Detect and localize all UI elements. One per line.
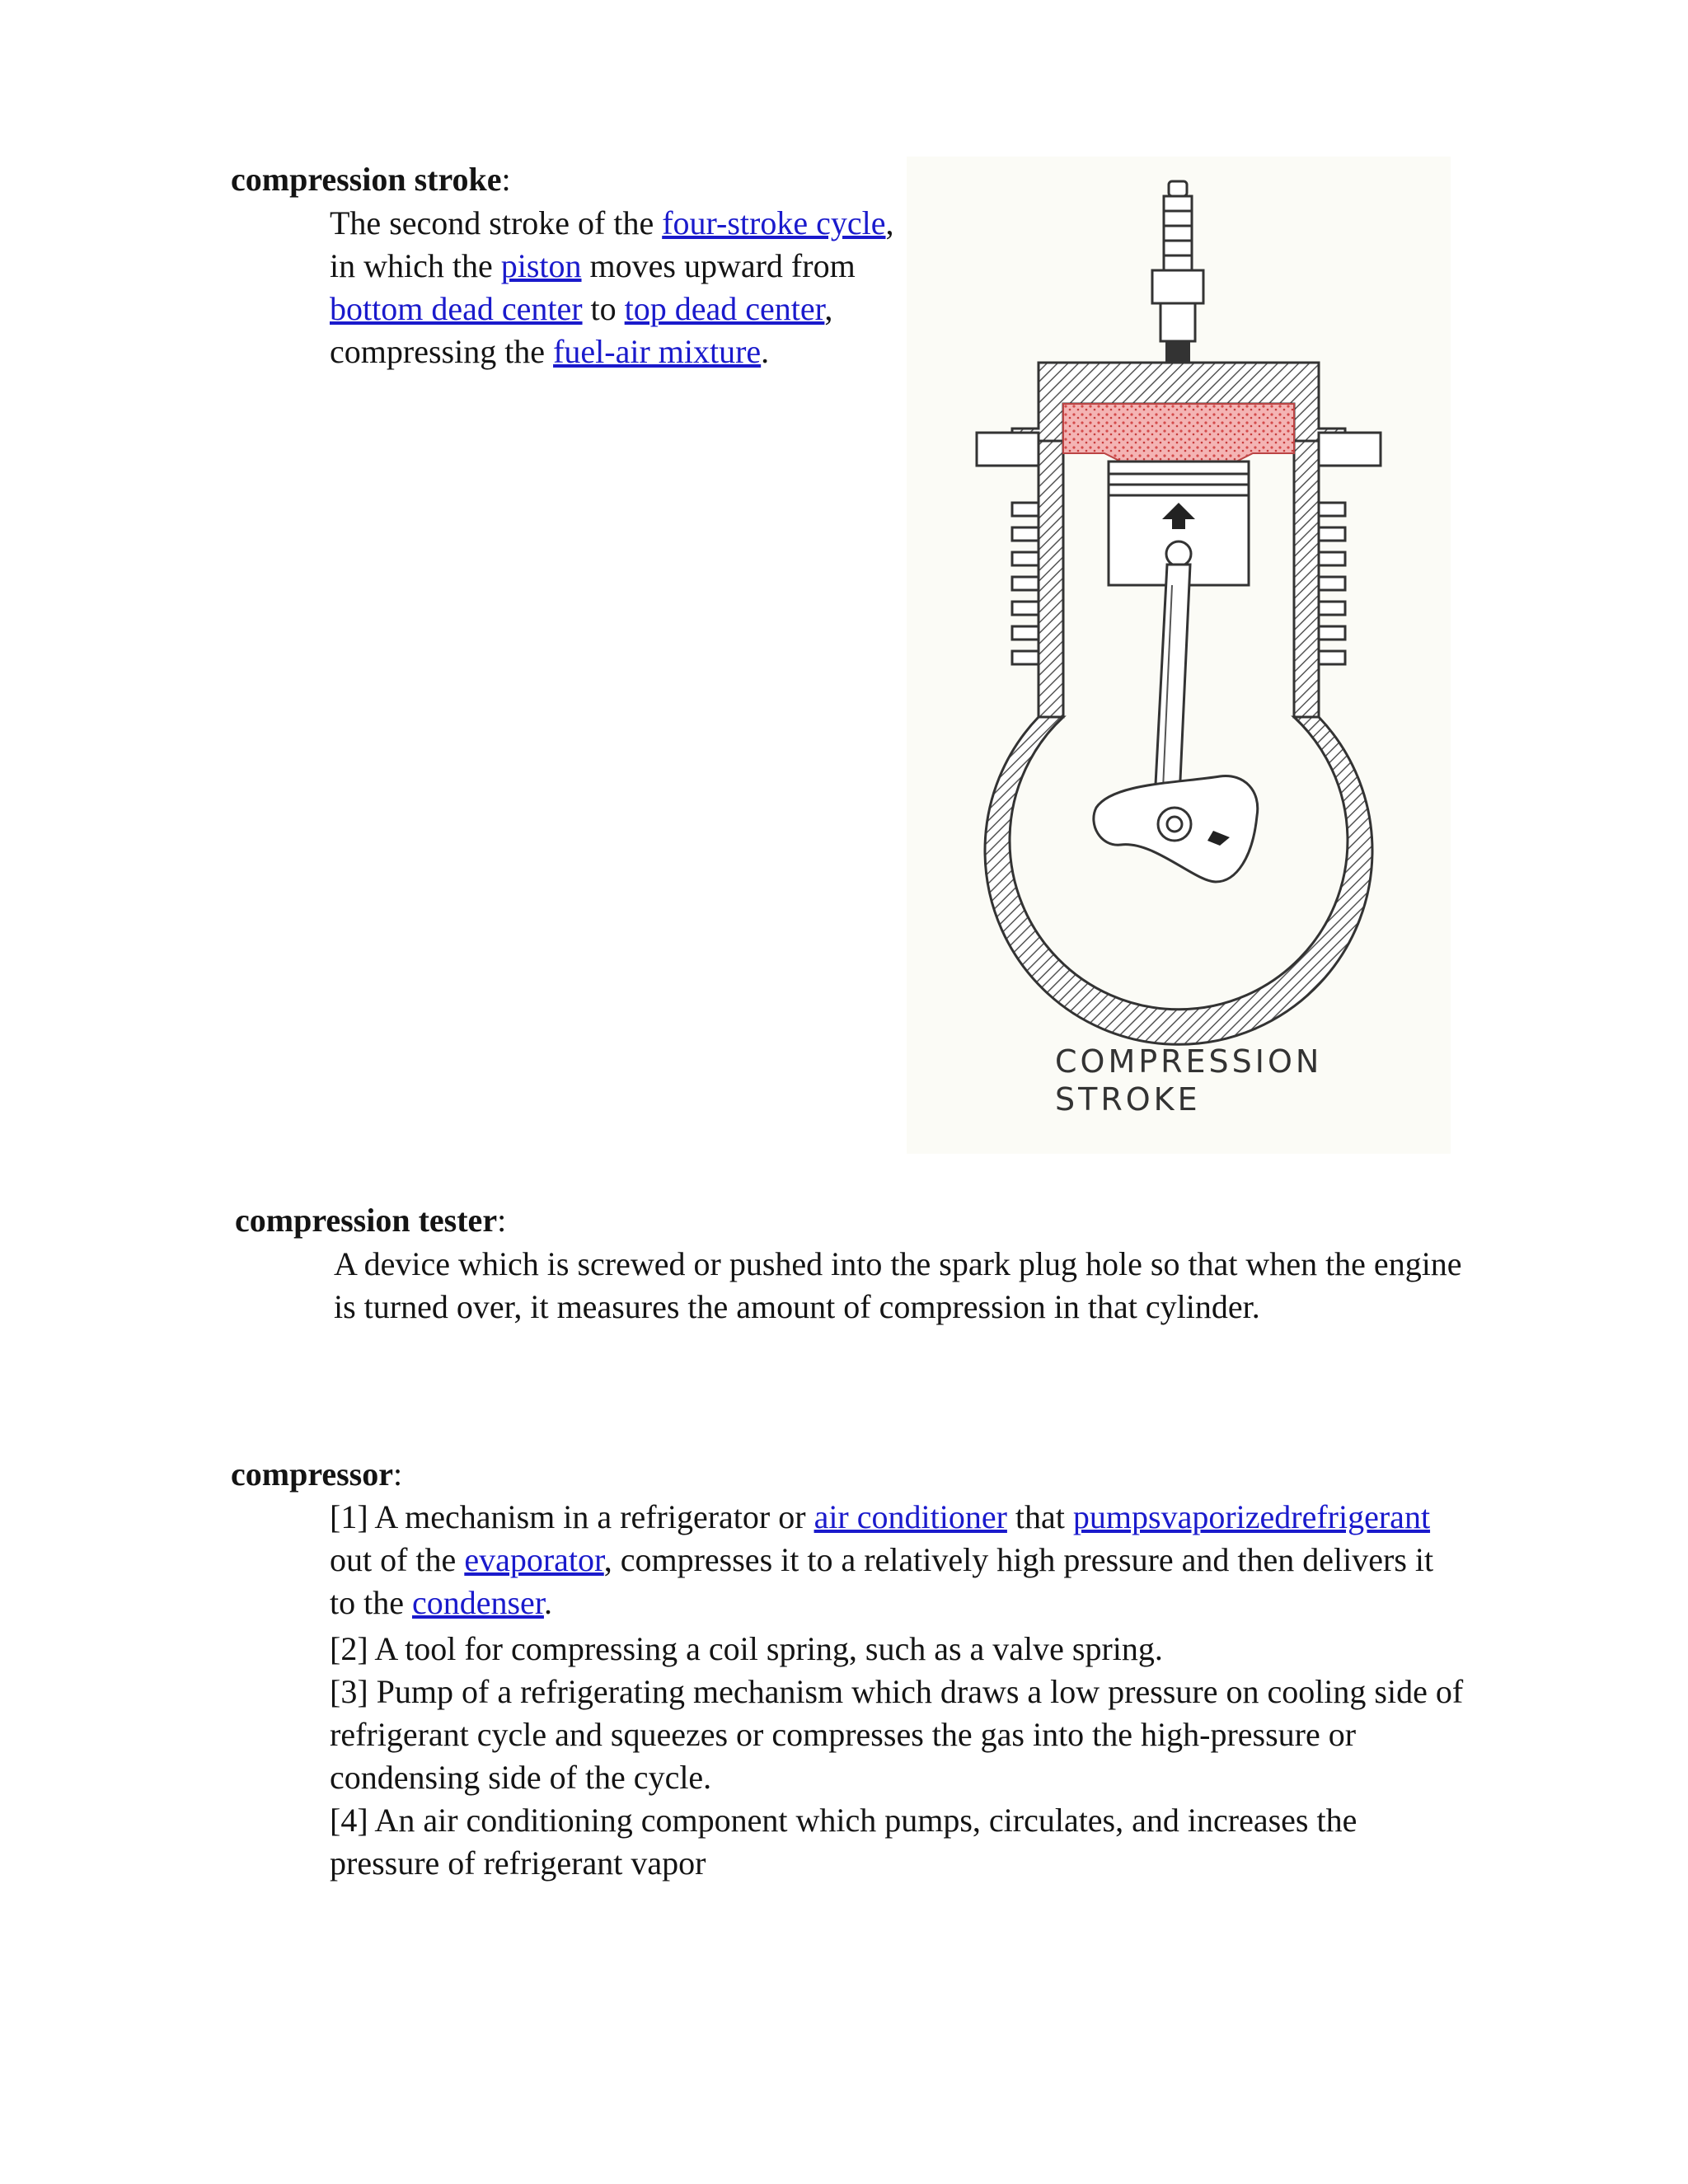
link-air-conditioner[interactable]: air conditioner <box>814 1498 1007 1535</box>
compression-stroke-figure <box>907 157 1451 1154</box>
definition-compression-stroke: The second stroke of the four-stroke cycle, in which the piston moves upward from bottom dead center to top dead center, compressing the fuel-air mixture. <box>330 204 894 370</box>
definition-compressor-3: [3] Pump of a refrigerating mechanism which draws a low pressure on cooling side of refrigerant cycle and squeezes or compresses the gas into the high-pressure or condensing side of the cycle. <box>330 1673 1464 1796</box>
link-condenser[interactable]: condenser <box>411 1584 544 1621</box>
definition-compressor <box>330 1496 1467 1885</box>
link-top-dead-center[interactable]: top dead center <box>624 290 825 327</box>
link-four-stroke-cycle[interactable]: four-stroke cycle <box>662 204 886 241</box>
definition-compressor-2: [2] A tool for compressing a coil spring, such as a valve spring. <box>330 1630 1163 1667</box>
link-pumpsvaporizedrefrigerant[interactable]: pumpsvaporizedrefrigerant <box>1072 1498 1431 1535</box>
term-compressor: compressor: <box>231 1455 403 1493</box>
engine-cylinder-illustration <box>907 157 1451 1154</box>
link-bottom-dead-center[interactable]: bottom dead center <box>330 290 583 327</box>
term-compression-tester: compression tester: <box>235 1202 507 1239</box>
compressed-fuel-air-charge <box>1063 404 1294 462</box>
definition-compressor-4: [4] An air conditioning component which pumps, circulates, and increases the pressure of refrigerant vapor <box>330 1802 1357 1882</box>
crankshaft <box>1094 776 1258 882</box>
link-piston[interactable]: piston <box>500 247 582 284</box>
definition-compressor-1: [1] A mechanism in a refrigerator or air conditioner that pumpsvaporizedrefrigerant out of the evaporator, compresses it to a relatively high pressure and then delivers it to the condenser. <box>330 1498 1434 1621</box>
connecting-rod <box>1154 565 1190 816</box>
figure-caption: COMPRESSION STROKE <box>1055 1043 1323 1118</box>
link-fuel-air-mixture[interactable]: fuel-air mixture <box>553 333 762 370</box>
term-compression-stroke: compression stroke: <box>231 161 511 198</box>
spark-plug <box>1152 181 1203 366</box>
definition-compression-tester: A device which is screwed or pushed into the spark plug hole so that when the engine is turned over, it measures the amount of compression in that cylinder. <box>334 1245 1462 1325</box>
link-evaporator[interactable]: evaporator <box>464 1541 604 1578</box>
